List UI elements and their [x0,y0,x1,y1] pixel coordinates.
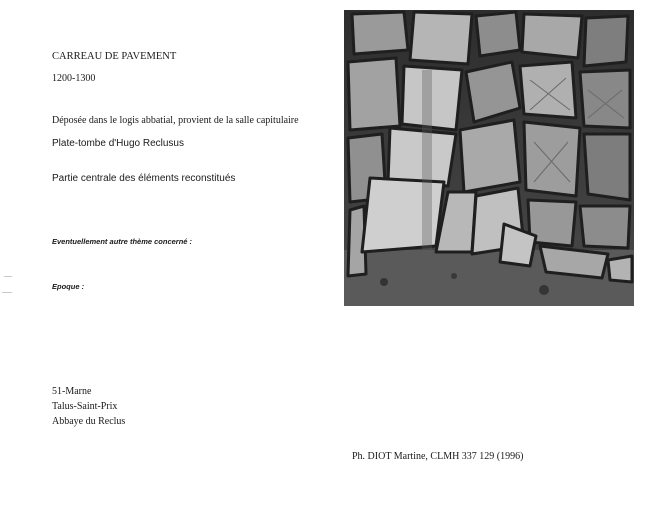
theme-label: Eventuellement autre thème concerné : [52,237,193,246]
scan-mark-bottom [2,292,12,293]
date-range: 1200-1300 [52,73,96,84]
record-title: CARREAU DE PAVEMENT [52,51,177,62]
location-commune: Talus-Saint-Prix [52,401,118,412]
epoque-label: Epoque : [52,282,85,291]
location-site: Abbaye du Reclus [52,416,126,427]
provenance: Déposée dans le logis abbatial, provient de la salle capitulaire [52,115,299,126]
location-department: 51-Marne [52,386,92,397]
object-name: Plate-tombe d'Hugo Reclusus [52,138,184,149]
photo-credit: Ph. DIOT Martine, CLMH 337 129 (1996) [352,451,524,462]
description: Partie centrale des éléments reconstitués [52,173,236,184]
scan-mark-top [4,276,12,277]
tile-fragments-photo [344,10,634,306]
